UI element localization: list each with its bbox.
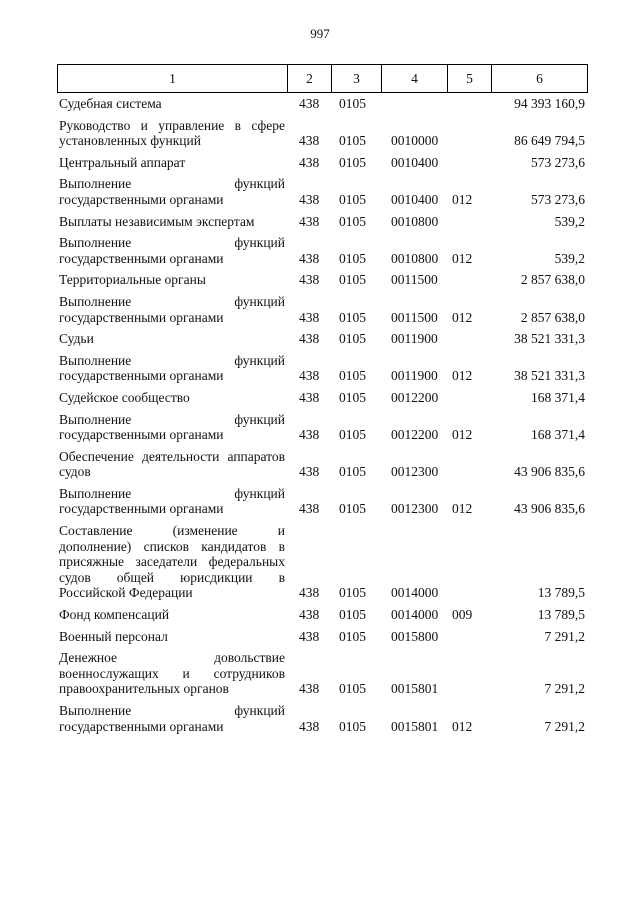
- code-section: 0105: [339, 191, 366, 207]
- row-title: [57, 96, 287, 112]
- table-row: [57, 329, 587, 351]
- row-title-line: Денежное довольствие: [59, 650, 285, 666]
- code-expense: 012: [452, 501, 473, 517]
- header-col-6: 6: [492, 65, 588, 93]
- amount: 2 857 638,0: [520, 272, 585, 288]
- code-section: 0105: [339, 309, 366, 325]
- row-title: [57, 235, 287, 266]
- header-col-2: 2: [288, 65, 332, 93]
- code-ministry: 438: [299, 368, 320, 384]
- code-ministry: 438: [299, 464, 320, 480]
- code-section: 0105: [339, 331, 366, 347]
- row-title: [57, 449, 287, 480]
- row-title-line: государственными органами: [59, 191, 224, 207]
- code-target: 0014000: [391, 585, 439, 601]
- table-row: [57, 174, 587, 211]
- table-header: [57, 64, 588, 93]
- row-title: [57, 607, 287, 623]
- table-row: [57, 153, 587, 175]
- amount: 168 371,4: [531, 427, 585, 443]
- code-target: 0015801: [391, 681, 439, 697]
- row-title: [57, 272, 287, 288]
- code-ministry: 438: [299, 389, 320, 405]
- amount: 13 789,5: [537, 585, 585, 601]
- row-title-line: Выполнение функций: [59, 485, 285, 501]
- header-col-5: 5: [448, 65, 492, 93]
- row-title-line: государственными органами: [59, 718, 224, 734]
- code-expense: 012: [452, 368, 473, 384]
- table-row: [57, 484, 587, 521]
- code-target: 0014000: [391, 607, 439, 623]
- row-title: [57, 176, 287, 207]
- table-row: [57, 410, 587, 447]
- row-title-line: дополнение) списков кандидатов в: [59, 538, 285, 554]
- code-ministry: 438: [299, 191, 320, 207]
- row-title-line: Руководство и управление в сфере: [59, 117, 285, 133]
- row-title-line: государственными органами: [59, 427, 224, 443]
- row-title-line: Выплаты независимым экспертам: [59, 213, 255, 229]
- amount: 94 393 160,9: [514, 96, 585, 111]
- code-target: 0015801: [391, 718, 439, 734]
- row-title-line: правоохранительных органов: [59, 681, 229, 697]
- code-ministry: 438: [299, 585, 320, 601]
- code-ministry: 438: [299, 309, 320, 325]
- code-target: 0011500: [391, 309, 438, 325]
- row-title: [57, 650, 287, 697]
- row-title-line: Выполнение функций: [59, 293, 285, 309]
- code-ministry: 438: [299, 501, 320, 517]
- row-title-line: судов общей юрисдикции в: [59, 569, 285, 585]
- row-title-line: Фонд компенсаций: [59, 607, 170, 623]
- row-title-line: государственными органами: [59, 250, 224, 266]
- code-ministry: 438: [299, 272, 320, 288]
- code-section: 0105: [339, 464, 366, 480]
- code-expense: 012: [452, 427, 473, 443]
- amount: 13 789,5: [537, 607, 585, 623]
- row-title: [57, 703, 287, 734]
- code-section: 0105: [339, 368, 366, 384]
- code-section: 0105: [339, 718, 366, 734]
- table-row: [57, 351, 587, 388]
- code-expense: 012: [452, 309, 473, 325]
- amount: 573 273,6: [531, 191, 585, 207]
- table-body: [57, 94, 587, 738]
- table-row: [57, 116, 587, 153]
- code-section: 0105: [339, 213, 366, 229]
- row-title: [57, 353, 287, 384]
- amount: 573 273,6: [531, 154, 585, 170]
- row-title-line: государственными органами: [59, 501, 224, 517]
- code-ministry: 438: [299, 250, 320, 266]
- code-expense: 009: [452, 607, 473, 623]
- amount: 38 521 331,3: [514, 368, 585, 384]
- table-row: [57, 521, 587, 605]
- row-title-line: Выполнение функций: [59, 176, 285, 192]
- row-title-line: установленных функций: [59, 133, 201, 149]
- row-title-line: Составление (изменение и: [59, 523, 285, 539]
- code-ministry: 438: [299, 628, 320, 644]
- code-section: 0105: [339, 628, 366, 644]
- amount: 7 291,2: [544, 718, 585, 734]
- row-title: [57, 331, 287, 347]
- amount: 2 857 638,0: [520, 309, 585, 325]
- code-target: 0010400: [391, 154, 439, 170]
- row-title-line: государственными органами: [59, 309, 224, 325]
- row-title-line: Военный персонал: [59, 628, 168, 644]
- table-row: [57, 270, 587, 292]
- row-title: [57, 412, 287, 443]
- header-col-1: 1: [58, 65, 288, 93]
- row-title-line: Выполнение функций: [59, 703, 285, 718]
- row-title-line: Центральный аппарат: [59, 154, 186, 170]
- code-target: 0011500: [391, 272, 438, 288]
- code-target: 0012300: [391, 464, 439, 480]
- code-target: 0010400: [391, 191, 439, 207]
- code-ministry: 438: [299, 331, 320, 347]
- code-target: 0012200: [391, 389, 439, 405]
- table-row: [57, 292, 587, 329]
- table-row: [57, 605, 587, 627]
- table-row: [57, 701, 587, 738]
- code-section: 0105: [339, 154, 366, 170]
- amount: 7 291,2: [544, 681, 585, 697]
- table-row: [57, 627, 587, 649]
- row-title: [57, 214, 287, 230]
- code-ministry: 438: [299, 681, 320, 697]
- code-expense: 012: [452, 718, 473, 734]
- amount: 43 906 835,6: [514, 464, 585, 480]
- row-title: [57, 629, 287, 645]
- code-target: 0010000: [391, 133, 439, 149]
- row-title-line: Территориальные органы: [59, 272, 206, 288]
- row-title-line: Судьи: [59, 331, 94, 347]
- code-ministry: 438: [299, 427, 320, 443]
- code-ministry: 438: [299, 607, 320, 623]
- code-target: 0012200: [391, 427, 439, 443]
- code-section: 0105: [339, 585, 366, 601]
- table-row: [57, 233, 587, 270]
- amount: 539,2: [554, 213, 585, 229]
- code-section: 0105: [339, 272, 366, 288]
- code-ministry: 438: [299, 213, 320, 229]
- header-col-3: 3: [332, 65, 382, 93]
- code-target: 0010800: [391, 213, 439, 229]
- code-target: 0011900: [391, 331, 438, 347]
- code-expense: 012: [452, 250, 473, 266]
- amount: 43 906 835,6: [514, 501, 585, 517]
- amount: 7 291,2: [544, 628, 585, 644]
- code-ministry: 438: [299, 154, 320, 170]
- code-section: 0105: [339, 501, 366, 517]
- code-section: 0105: [339, 607, 366, 623]
- row-title-line: военнослужащих и сотрудников: [59, 665, 285, 681]
- table-row: [57, 648, 587, 701]
- code-target: 0010800: [391, 250, 439, 266]
- table-row: [57, 212, 587, 234]
- row-title: [57, 294, 287, 325]
- amount: 539,2: [554, 250, 585, 266]
- code-target: 0011900: [391, 368, 438, 384]
- row-title-line: Выполнение функций: [59, 235, 285, 251]
- table-row: [57, 94, 587, 116]
- row-title-line: судов: [59, 464, 91, 480]
- row-title-line: Выполнение функций: [59, 352, 285, 368]
- row-title-line: государственными органами: [59, 368, 224, 384]
- row-title: [57, 118, 287, 149]
- row-title: [57, 486, 287, 517]
- page-number: 997: [310, 26, 330, 41]
- code-section: 0105: [339, 250, 366, 266]
- row-title-line: Выполнение функций: [59, 411, 285, 427]
- row-title-line: Российской Федерации: [59, 585, 193, 601]
- code-target: 0015800: [391, 628, 439, 644]
- amount: 86 649 794,5: [514, 133, 585, 149]
- row-title: [57, 523, 287, 601]
- code-ministry: 438: [299, 718, 320, 734]
- table-row: [57, 388, 587, 410]
- table-row: [57, 447, 587, 484]
- code-section: 0105: [339, 96, 366, 111]
- code-section: 0105: [339, 681, 366, 697]
- code-section: 0105: [339, 389, 366, 405]
- amount: 38 521 331,3: [514, 331, 585, 347]
- code-ministry: 438: [299, 96, 320, 111]
- code-ministry: 438: [299, 133, 320, 149]
- code-target: 0012300: [391, 501, 439, 517]
- code-section: 0105: [339, 427, 366, 443]
- row-title-line: присяжные заседатели федеральных: [59, 554, 285, 570]
- row-title-line: Судейское сообщество: [59, 389, 190, 405]
- amount: 168 371,4: [531, 389, 585, 405]
- header-col-4: 4: [382, 65, 448, 93]
- row-title: [57, 155, 287, 171]
- code-section: 0105: [339, 133, 366, 149]
- row-title-line: Обеспечение деятельности аппаратов: [59, 448, 285, 464]
- row-title-line: Судебная система: [59, 96, 162, 111]
- row-title: [57, 390, 287, 406]
- code-expense: 012: [452, 191, 473, 207]
